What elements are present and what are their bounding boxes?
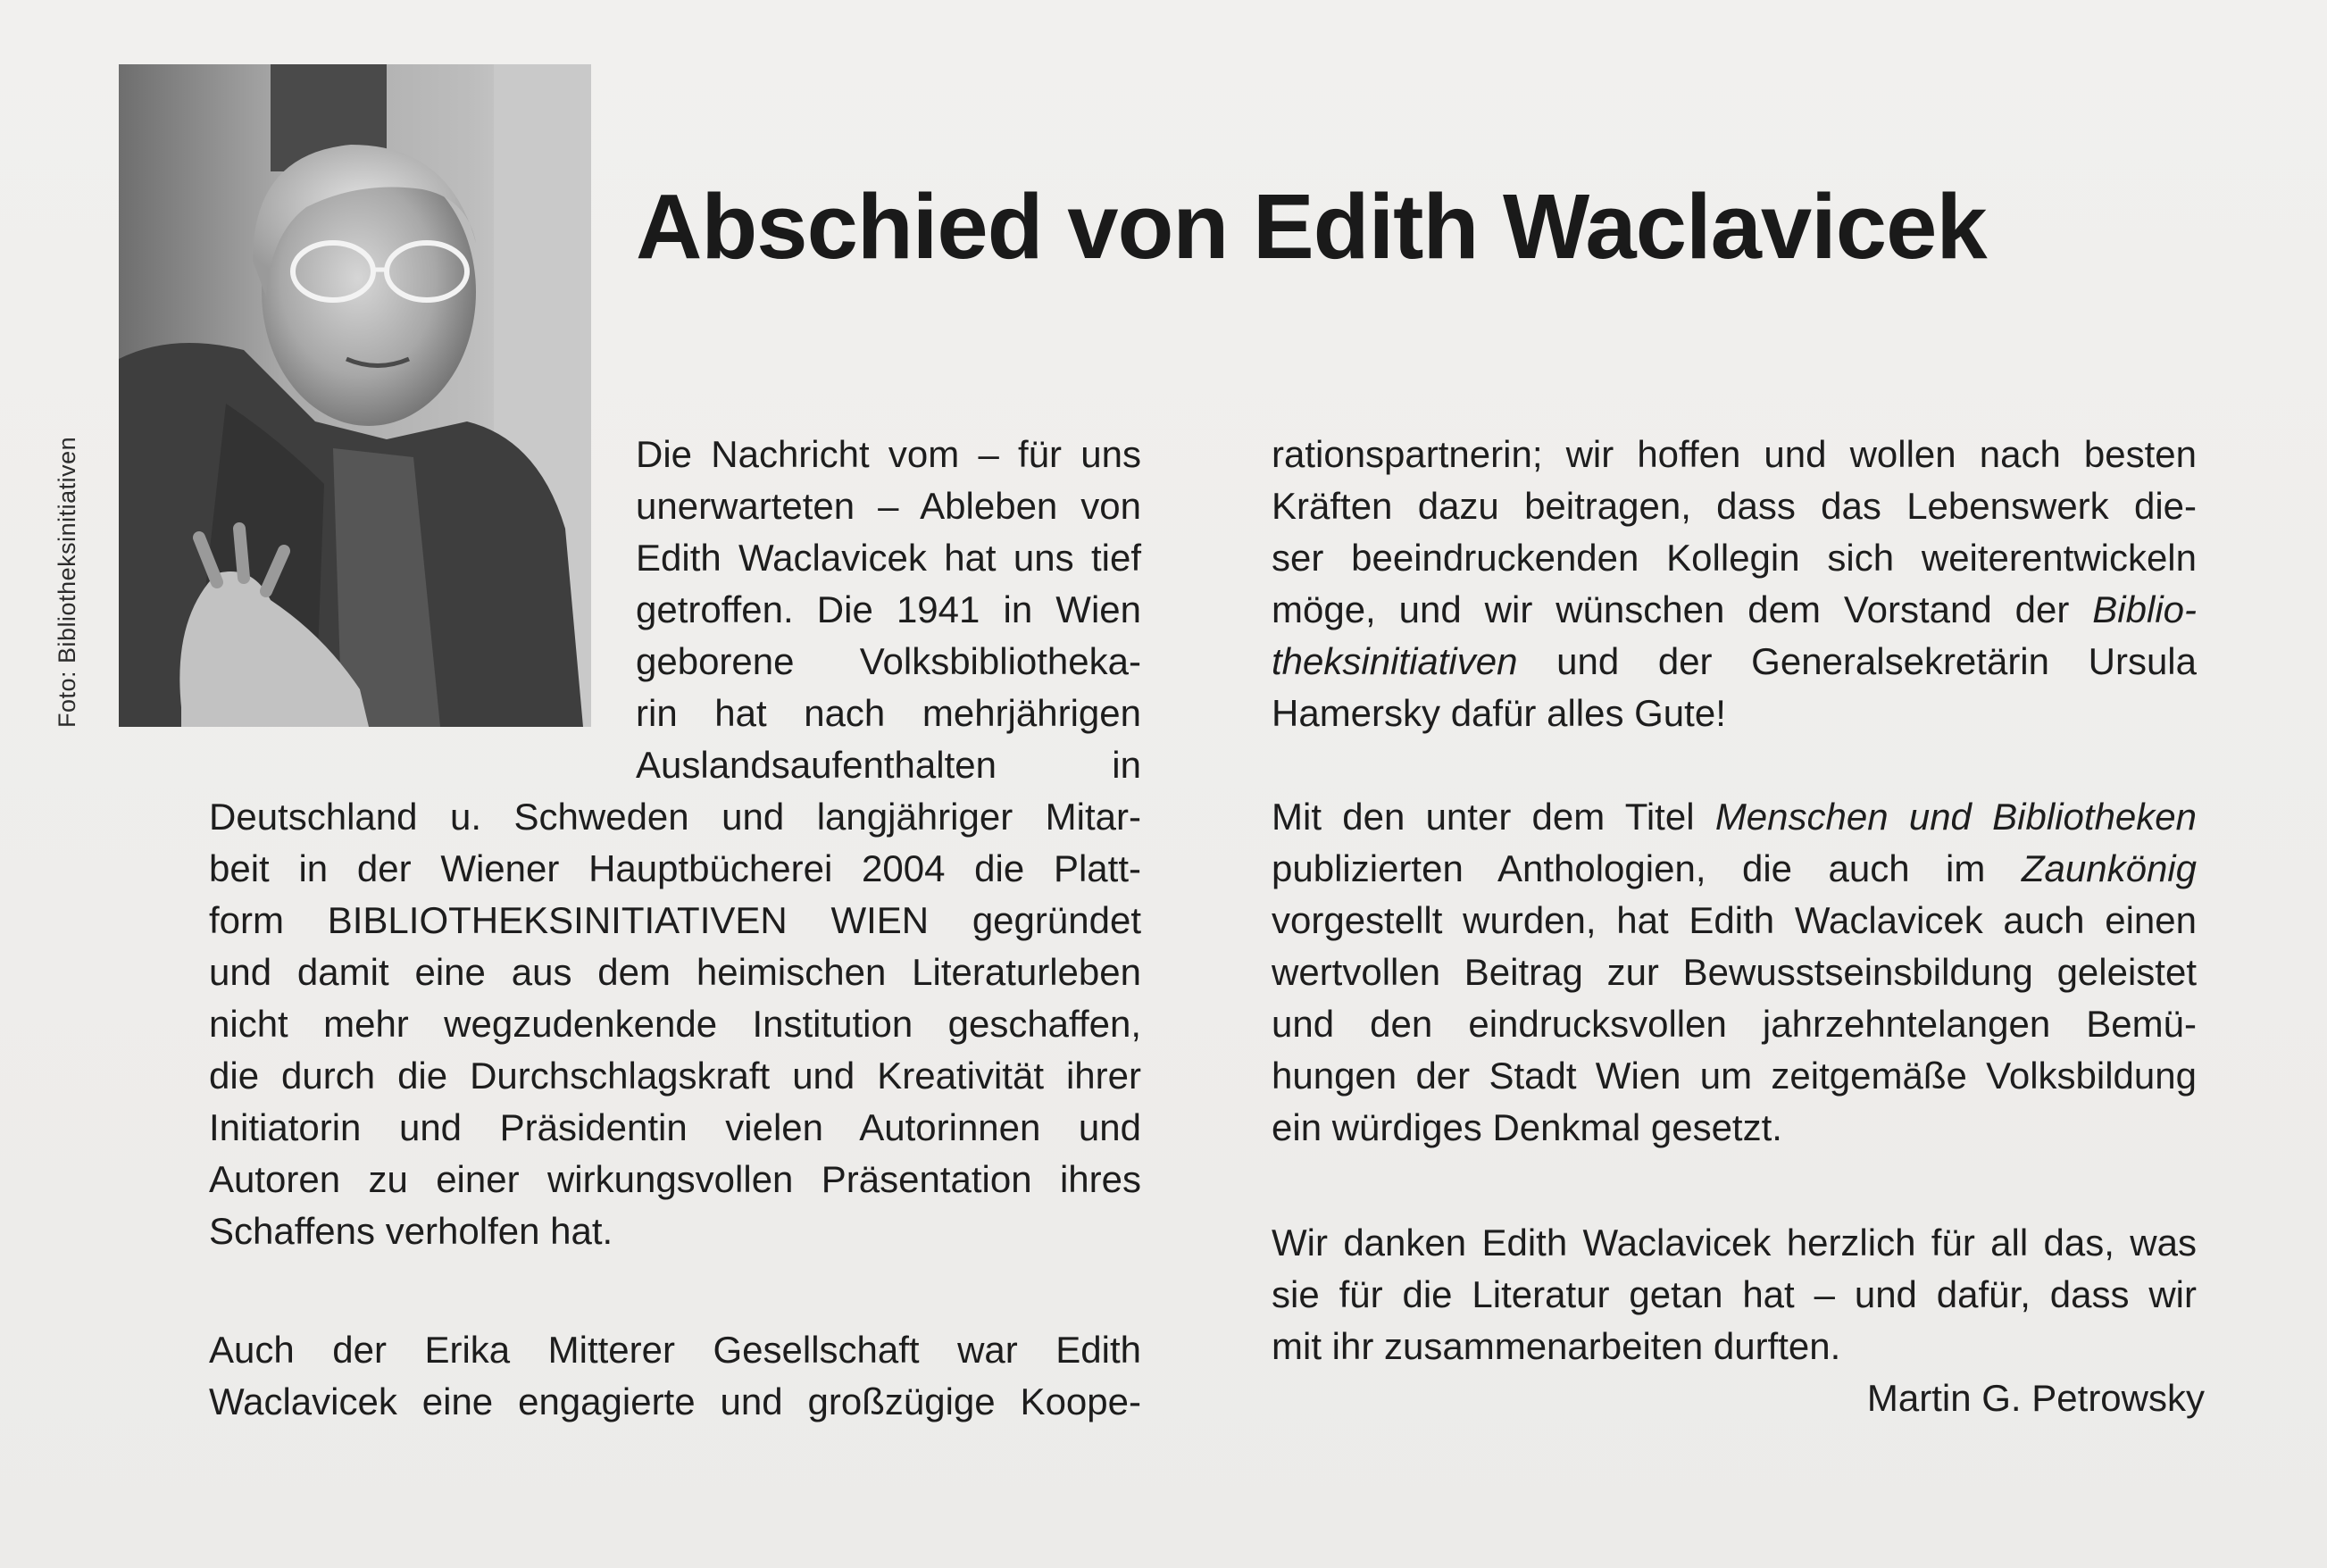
article-title: Abschied von Edith Waclavicek (636, 175, 1987, 278)
portrait-photo (119, 64, 591, 727)
body-line: getroffen. Die 1941 in Wien (636, 588, 1141, 630)
body-line: mit ihr zusammenarbeiten durften. (1272, 1325, 1841, 1367)
body-line: theksinitiativen und der Generalsekretärin Ursula (1272, 640, 2197, 682)
body-line: rin hat nach mehrjährigen (636, 692, 1141, 734)
body-line: ein würdiges Denkmal gesetzt. (1272, 1106, 1782, 1148)
body-line: die durch die Durchschlagskraft und Kreativität ihrer (209, 1055, 1141, 1097)
body-line: rationspartnerin; wir hoffen und wollen nach besten (1272, 433, 2197, 475)
body-line: publizierten Anthologien, die auch im Zaunkönig (1272, 847, 2197, 889)
body-line: Wir danken Edith Waclavicek herzlich für all das, was (1272, 1222, 2197, 1264)
body-line: hungen der Stadt Wien um zeitgemäße Volksbildung (1272, 1055, 2197, 1097)
body-line: Auslandsaufenthalten in (636, 744, 1141, 786)
body-line: möge, und wir wünschen dem Vorstand der Biblio- (1272, 588, 2197, 630)
body-line: form BIBLIOTHEKSINITIATIVEN WIEN gegründet (209, 899, 1141, 941)
body-line: ser beeindruckenden Kollegin sich weiterentwickeln (1272, 537, 2197, 579)
photo-credit: Foto: Bibliotheksinitiativen (54, 436, 80, 728)
body-line: wertvollen Beitrag zur Bewusstseinsbildung geleistet (1272, 951, 2197, 993)
body-line: sie für die Literatur getan hat – und dafür, dass wir (1272, 1273, 2197, 1315)
body-line: und den eindrucksvollen jahrzehntelangen Bemü- (1272, 1003, 2197, 1045)
portrait-image (119, 64, 591, 727)
body-line: Waclavicek eine engagierte und großzügige Koope- (209, 1380, 1141, 1422)
body-line: Hamersky dafür alles Gute! (1272, 692, 1726, 734)
body-line: Initiatorin und Präsidentin vielen Autorinnen und (209, 1106, 1141, 1148)
body-line: Autoren zu einer wirkungsvollen Präsentation ihres (209, 1158, 1141, 1200)
body-line: Kräften dazu beitragen, dass das Lebenswerk die- (1272, 485, 2197, 527)
body-line: geborene Volksbibliotheka- (636, 640, 1141, 682)
author-signature: Martin G. Petrowsky (1866, 1377, 2205, 1419)
body-line: Edith Waclavicek hat uns tief (636, 537, 1141, 579)
body-line: vorgestellt wurden, hat Edith Waclavicek auch einen (1272, 899, 2197, 941)
body-line: beit in der Wiener Hauptbücherei 2004 die Platt- (209, 847, 1141, 889)
body-line: Mit den unter dem Titel Menschen und Bibliotheken (1272, 796, 2197, 838)
body-line: und damit eine aus dem heimischen Literaturleben (209, 951, 1141, 993)
body-line: Die Nachricht vom – für uns (636, 433, 1141, 475)
body-line: nicht mehr wegzudenkende Institution geschaffen, (209, 1003, 1141, 1045)
body-line: unerwarteten – Ableben von (636, 485, 1141, 527)
body-line: Auch der Erika Mitterer Gesellschaft war Edith (209, 1329, 1141, 1371)
body-line: Deutschland u. Schweden und langjähriger Mitar- (209, 796, 1141, 838)
body-line: Schaffens verholfen hat. (209, 1210, 613, 1252)
